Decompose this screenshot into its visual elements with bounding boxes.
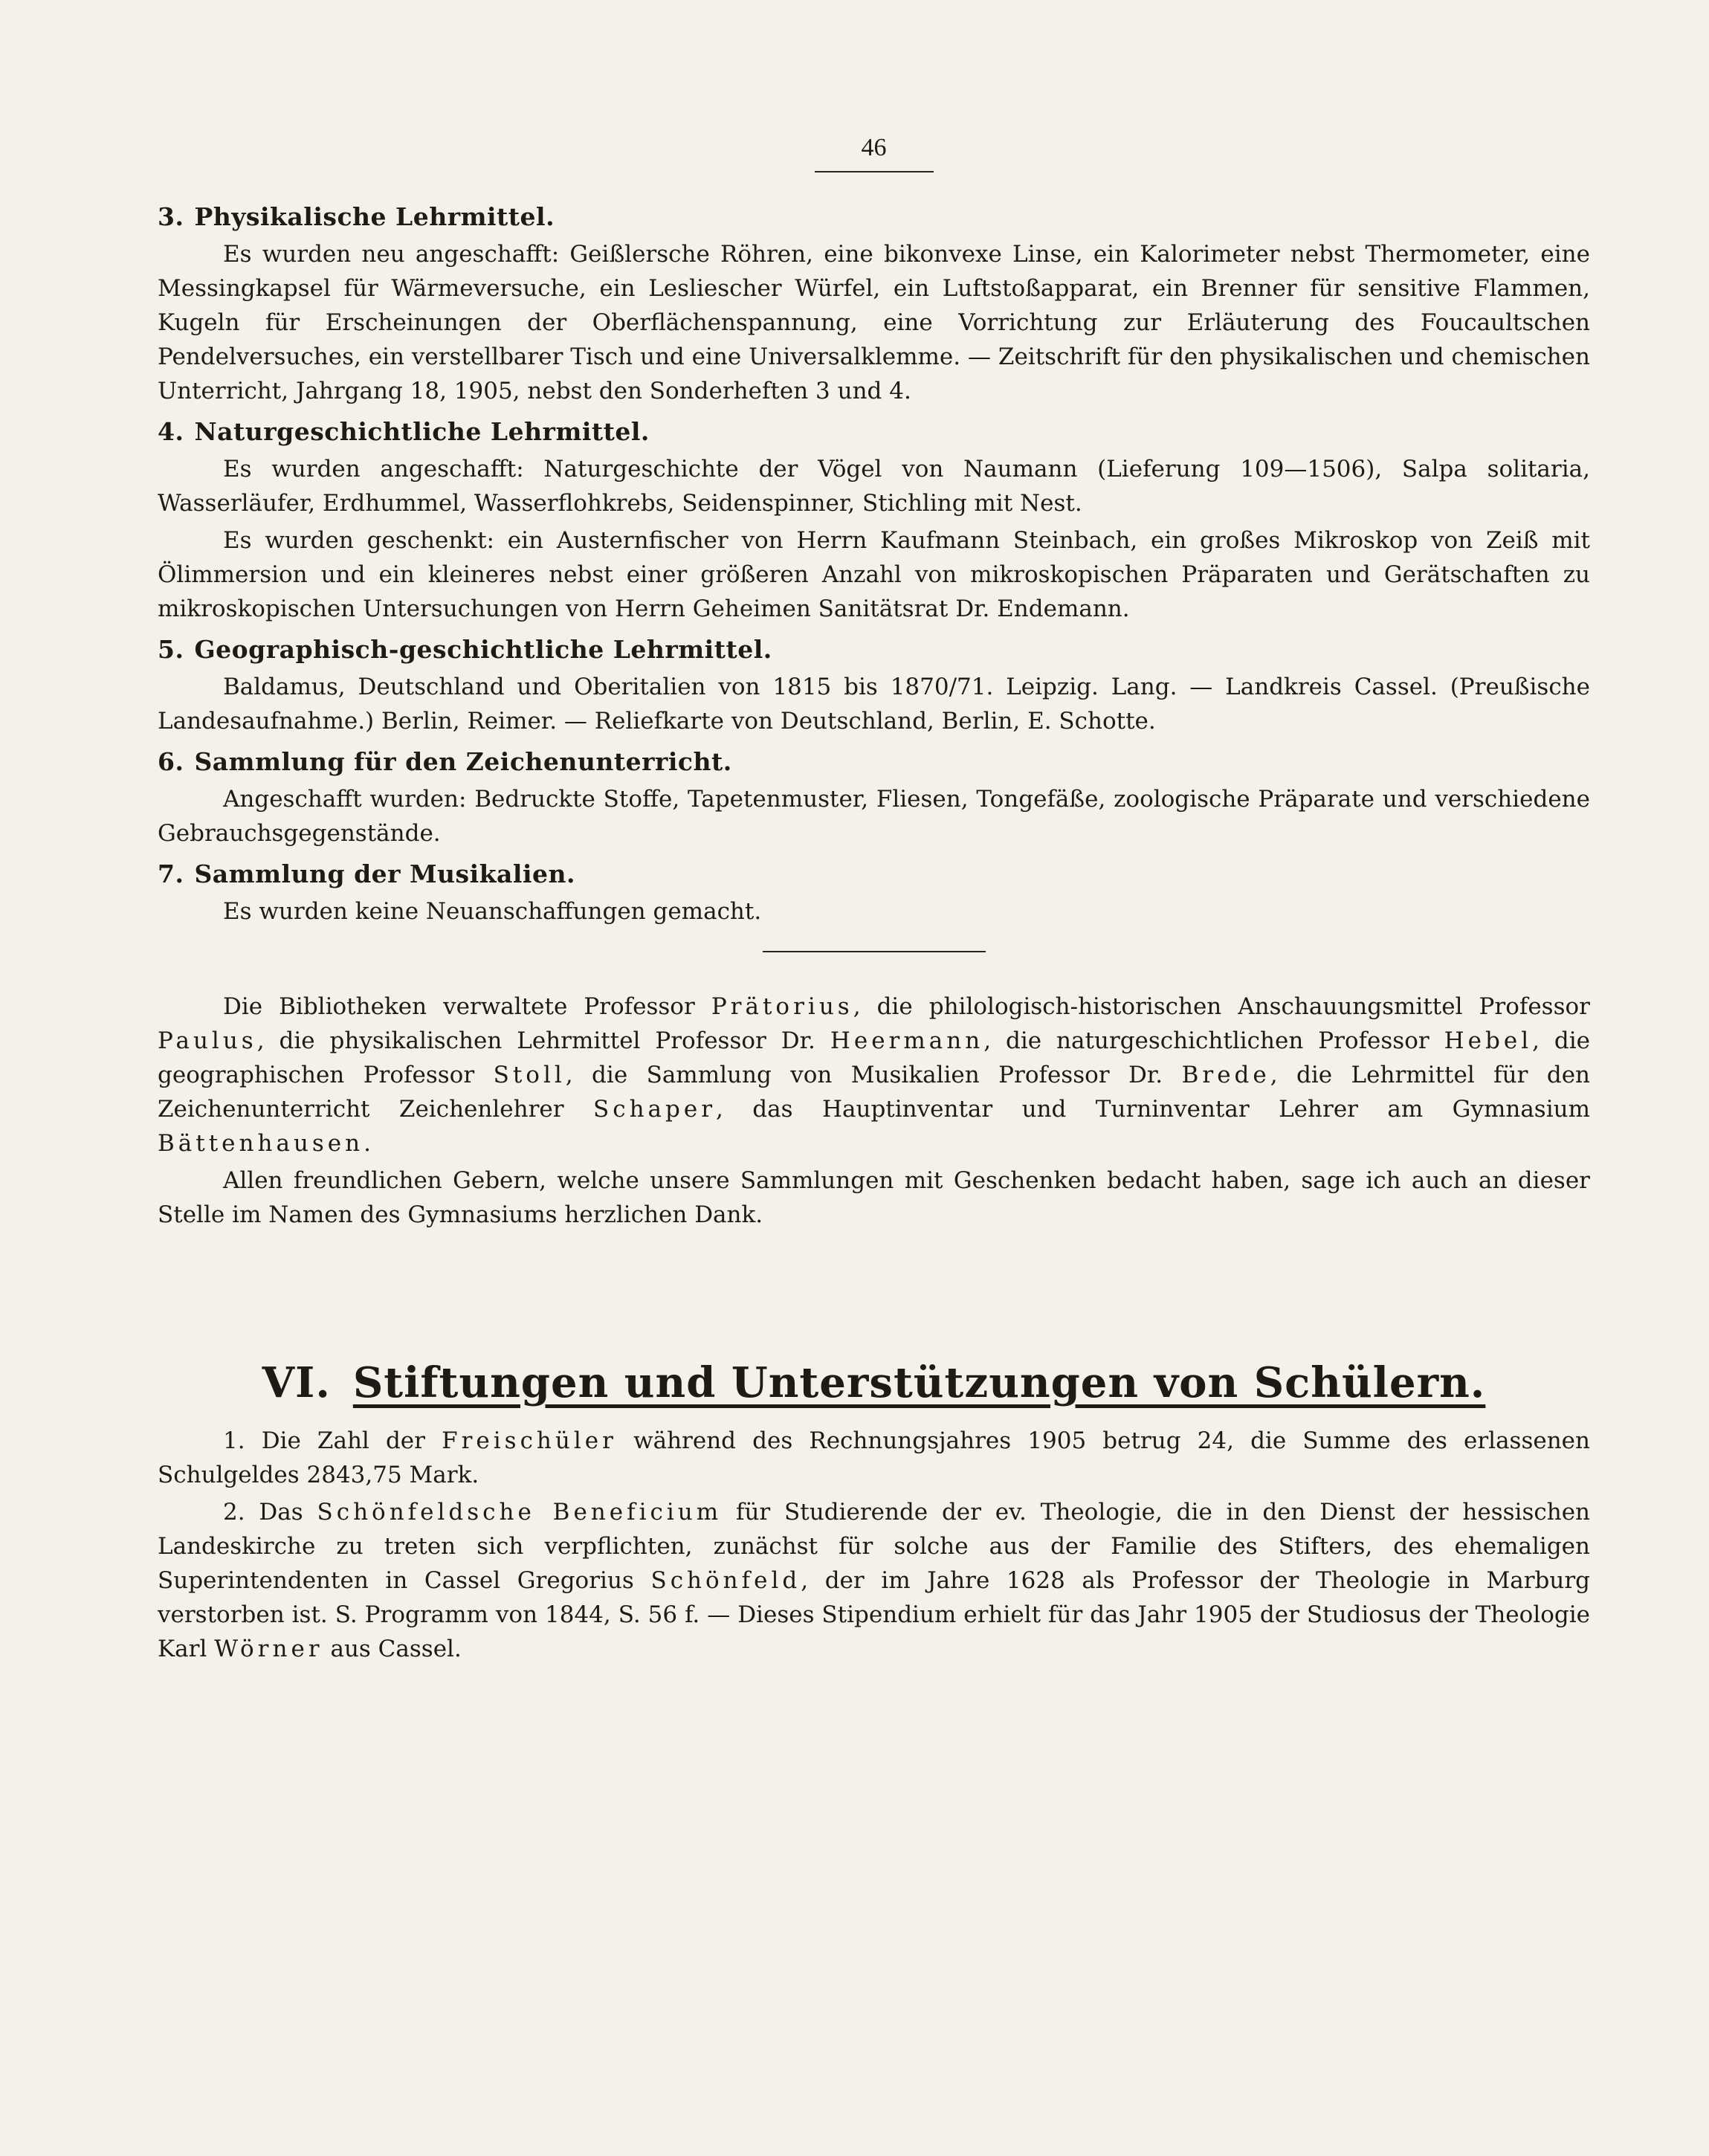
section-5-heading	[158, 635, 1590, 664]
chapter-number: VI.	[262, 1358, 331, 1407]
admin-name: Stoll	[493, 1062, 566, 1088]
section-5-title: Geographisch-geschichtliche Lehrmittel.	[194, 635, 772, 664]
item-1-paragraph	[158, 1424, 1590, 1492]
section-3-text: Es wurden neu angeschafft: Geißlersche Röhren, eine bikonvexe Linse, ein Kalorimeter nebst Thermometer, eine Messingkapsel für Wärmeversuche, ein Lesliescher Würfel, ein Luftstoßapparat, ein Brenner für sensitive Flammen, Kugeln für Erscheinungen der Oberflächenspannung, eine Vorrichtung zur Erläuterung des Foucaultschen Pendelversuches, ein verstellbarer Tisch und eine Universalklemme. — Zeitschrift für den physikalischen und chemischen Unterricht, Jahrgang 18, 1905, nebst den Sonderheften 3 und 4.	[158, 241, 1590, 404]
section-6-number: 6.	[158, 747, 184, 776]
admin-name: Bättenhausen	[158, 1130, 364, 1157]
section-3-heading	[158, 202, 1590, 231]
admin-text: .	[364, 1130, 371, 1157]
item-emphasis: Wörner	[214, 1636, 323, 1662]
section-7-number: 7.	[158, 859, 184, 888]
administrators-paragraph	[158, 990, 1590, 1161]
admin-text: , die physikalischen Lehrmittel Professor Dr.	[256, 1027, 830, 1054]
admin-name: Paulus	[158, 1027, 257, 1054]
section-4-text-donated: Es wurden geschenkt: ein Austernfischer von Herrn Kaufmann Steinbach, ein großes Mikroskop von Zeiß mit Ölimmersion und ein kleineres nebst einer größeren Anzahl von mikroskopischen Präparaten und Gerätschaften zu mikroskopischen Untersuchungen von Herrn Geheimen Sanitätsrat Dr. Endemann.	[158, 527, 1590, 622]
section-5-text: Baldamus, Deutschland und Oberitalien von 1815 bis 1870/71. Leipzig. Lang. — Landkreis Cassel. (Preußische Landesaufnahme.) Berlin, Reimer. — Reliefkarte von Deutschland, Berlin, E. Schotte.	[158, 674, 1590, 735]
admin-text: , die philologisch-historischen Anschauungsmittel Professor	[853, 993, 1590, 1020]
section-separator	[763, 951, 986, 952]
section-6-heading	[158, 747, 1590, 776]
chapter-title: Stiftungen und Unterstützungen von Schülern.	[352, 1358, 1486, 1407]
item-text: während des Rechnungsjahres 1905 betrug 24, die Summe des erlassenen Schulgeldes 2843,75 Mark.	[158, 1427, 1590, 1488]
section-7-heading	[158, 859, 1590, 888]
item-emphasis: Schönfeldsche Beneficium	[317, 1499, 723, 1526]
section-4-text-purchased: Es wurden angeschafft: Naturgeschichte der Vögel von Naumann (Lieferung 109—1506), Salpa solitaria, Wasserläufer, Erdhummel, Wasserflohkrebs, Seidenspinner, Stichling mit Nest.	[158, 456, 1590, 517]
admin-text: , die naturgeschichtlichen Professor	[983, 1027, 1444, 1054]
section-3-number: 3.	[158, 202, 184, 231]
admin-text: , die Sammlung von Musikalien Professor Dr.	[565, 1062, 1182, 1088]
admin-name: Schaper	[592, 1096, 717, 1123]
section-6-title: Sammlung für den Zeichenunterricht.	[194, 747, 732, 776]
section-6-text: Angeschafft wurden: Bedruckte Stoffe, Tapetenmuster, Fliesen, Tongefäße, zoologische Präparate und verschiedene Gebrauchsgegenstände.	[158, 786, 1590, 847]
admin-name: Prätorius	[711, 993, 853, 1020]
item-text: 1. Die Zahl der	[223, 1427, 442, 1454]
item-emphasis: Schönfeld	[650, 1567, 801, 1594]
admin-text: , die geographischen Professor	[158, 1027, 1590, 1088]
section-3-title: Physikalische Lehrmittel.	[194, 202, 555, 231]
section-4-heading	[158, 417, 1590, 446]
item-text: für Studierende der ev. Theologie, die in den Dienst der hessischen Landeskirche zu treten sich verpflichten, zunächst für solche aus der Familie des Stifters, des ehemaligen Superintendenten in Cassel Gregorius	[158, 1499, 1591, 1594]
admin-name: Brede	[1181, 1062, 1270, 1088]
admin-name: Heermann	[830, 1027, 984, 1054]
thanks-paragraph: Allen freundlichen Gebern, welche unsere Sammlungen mit Geschenken bedacht haben, sage ich auch an dieser Stelle im Namen des Gymnasiums herzlichen Dank.	[158, 1167, 1590, 1228]
admin-text: Die Bibliotheken verwaltete Professor	[223, 993, 711, 1020]
admin-name: Hebel	[1444, 1027, 1533, 1054]
admin-text: , die Lehrmittel für den Zeichenunterricht Zeichenlehrer	[158, 1062, 1591, 1123]
chapter-heading	[158, 1358, 1590, 1407]
section-5-number: 5.	[158, 635, 184, 664]
section-4-title: Naturgeschichtliche Lehrmittel.	[194, 417, 650, 446]
section-7-text: Es wurden keine Neuanschaffungen gemacht.	[223, 898, 762, 925]
admin-text: , das Hauptinventar und Turninventar Lehrer am Gymnasium	[716, 1096, 1590, 1123]
section-7-title: Sammlung der Musikalien.	[194, 859, 575, 888]
page-number: 46	[861, 134, 887, 161]
item-text: 2. Das	[223, 1499, 317, 1526]
item-2-paragraph	[158, 1495, 1590, 1666]
item-text: , der im Jahre 1628 als Professor der Theologie in Marburg verstorben ist. S. Programm von 1844, S. 56 f. — Dieses Stipendium erhielt für das Jahr 1905 der Studiosus der Theologie Karl	[158, 1567, 1590, 1662]
header-rule	[815, 171, 934, 172]
section-4-number: 4.	[158, 417, 184, 446]
item-emphasis: Freischüler	[442, 1427, 617, 1454]
item-text: aus Cassel.	[323, 1636, 462, 1662]
